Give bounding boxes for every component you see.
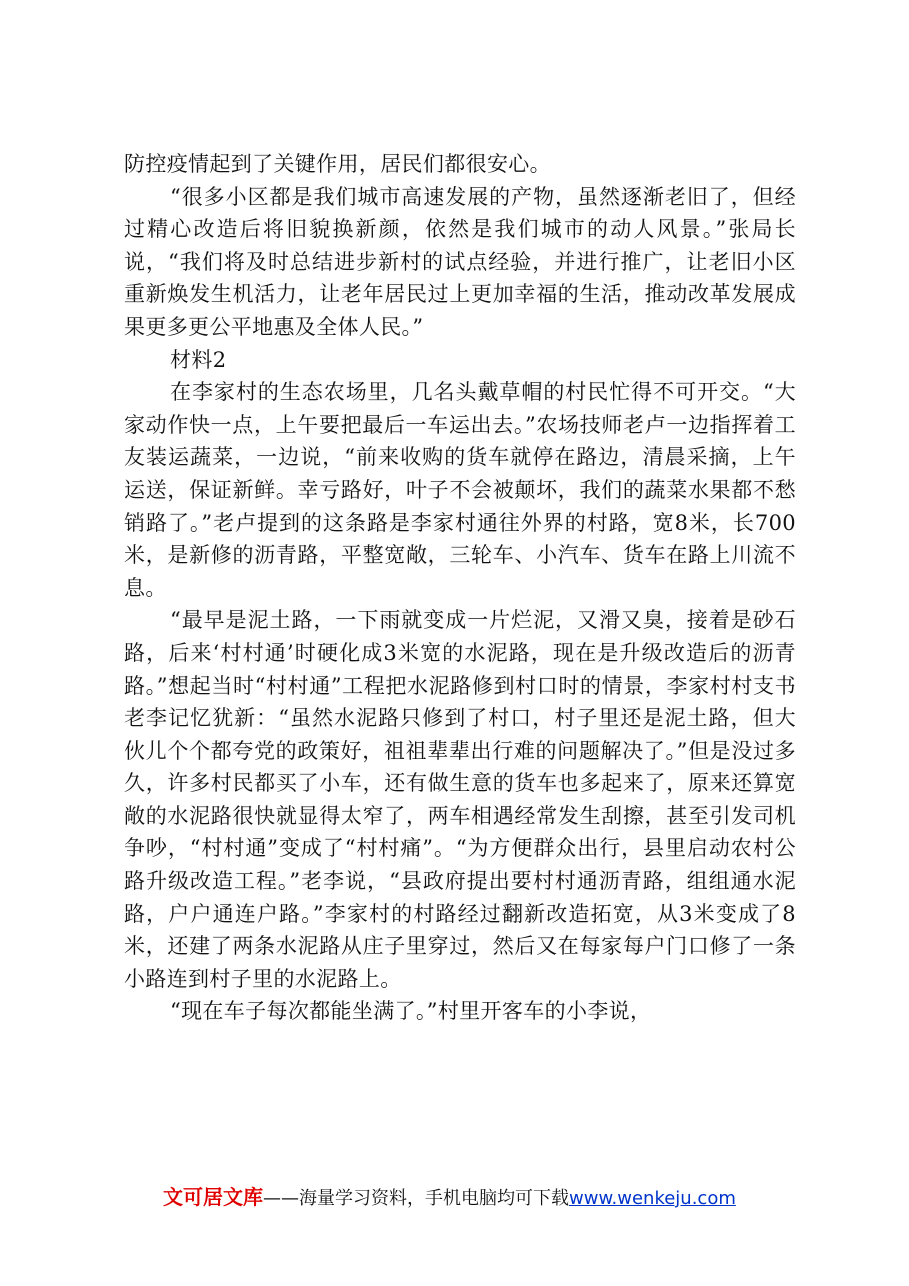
footer-link[interactable]: www.wenkeju.com bbox=[569, 1188, 736, 1209]
paragraph: 在李家村的生态农场里，几名头戴草帽的村民忙得不可开交。“大家动作快一点，上午要把最后一车运出去。”农场技师老卢一边指挥着工友装运蔬菜，一边说，“前来收购的货车就停在路边，清晨采摘，上午运送，保证新鲜。幸亏路好，叶子不会被颠坏，我们的蔬菜水果都不愁销路了。”老卢提到的这条路是李家村通往外界的村路，宽8米，长700米，是新修的沥青路，平整宽敞，三轮车、小汽车、货车在路上川流不息。 bbox=[124, 380, 796, 600]
paragraph: “很多小区都是我们城市高速发展的产物，虽然逐渐老旧了，但经过精心改造后将旧貌换新颜，依然是我们城市的动人风景。”张局长说，“我们将及时总结进步新村的试点经验，并进行推广，让老旧小区重新焕发生机活力，让老年居民过上更加幸福的生活，推动改革发展成果更多更公平地惠及全体人民。” bbox=[124, 184, 796, 339]
section-heading: 材料2 bbox=[170, 347, 227, 372]
footer-brand: 文可居文库 bbox=[163, 1185, 263, 1209]
paragraph: “最早是泥土路，一下雨就变成一片烂泥，又滑又臭，接着是砂石路，后来‘村村通’时硬化成3米宽的水泥路，现在是升级改造后的沥青路。”想起当时“村村通”工程把水泥路修到村口时的情景，李家村村支书老李记忆犹新：“虽然水泥路只修到了村口，村子里还是泥土路，但大伙儿个个都夸党的政策好，祖祖辈辈出行难的问题解决了。”但是没过多久，许多村民都买了小车，还有做生意的货车也多起来了，原来还算宽敞的水泥路很快就显得太窄了，两车相遇经常发生刮擦，甚至引发司机争吵，“村村通”变成了“村村痛”。“为方便群众出行，县里启动农村公路升级改造工程。”老李说，“县政府提出要村村通沥青路，组组通水泥路，户户通连户路。”李家村的村路经过翻新改造拓宽，从3米变成了8米，还建了两条水泥路从庄子里穿过，然后又在每家每户门口修了一条小路连到村子里的水泥路上。 bbox=[124, 608, 796, 991]
document-body bbox=[124, 148, 796, 1028]
paragraph: “现在车子每次都能坐满了。”村里开客车的小李说， bbox=[170, 999, 652, 1024]
paragraph: 防控疫情起到了关键作用，居民们都很安心。 bbox=[124, 152, 551, 176]
footer-banner bbox=[163, 1182, 803, 1212]
footer-slogan: ——海量学习资料，手机电脑均可下载 bbox=[263, 1188, 569, 1209]
